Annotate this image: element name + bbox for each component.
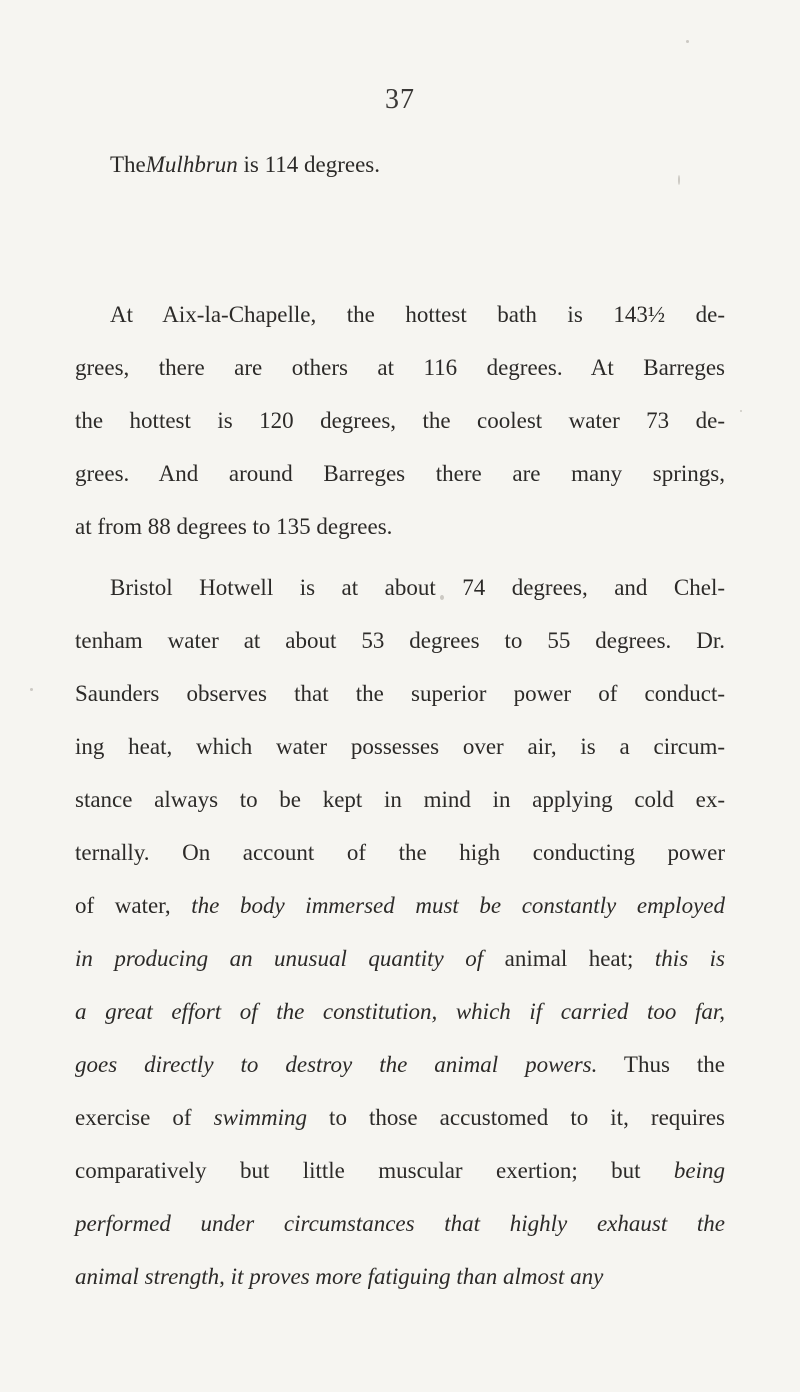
text-segment: to those accustomed to it, requires xyxy=(306,1105,725,1130)
text-line xyxy=(75,561,725,614)
italic-text-segment: this is xyxy=(654,946,725,971)
text-line xyxy=(75,773,725,826)
paper-speck xyxy=(740,410,742,412)
text-segment: the hottest is 120 degrees, the coolest water 73 de- xyxy=(75,408,725,433)
text-segment: Saunders observes that the superior power of conduct- xyxy=(75,681,725,706)
italic-text-segment: animal strength, it proves more fatiguing than almost any xyxy=(75,1264,604,1289)
italic-text-segment: Mulhbrun xyxy=(145,152,238,177)
text-line xyxy=(75,394,725,447)
text-segment: Bristol Hotwell is at about 74 degrees, and Chel- xyxy=(110,575,725,600)
text-line xyxy=(75,667,725,720)
text-line xyxy=(75,341,725,394)
text-line xyxy=(75,614,725,667)
paper-speck xyxy=(678,175,680,185)
text-line xyxy=(75,1091,725,1144)
text-segment: The xyxy=(110,152,146,177)
text-segment: grees, there are others at 116 degrees. At Barreges xyxy=(75,355,725,380)
text-segment: at from 88 degrees to 135 degrees. xyxy=(75,514,393,539)
paper-speck xyxy=(30,688,33,691)
paragraph-bristol-hotwell xyxy=(75,561,725,1303)
text-line xyxy=(75,720,725,773)
text-segment: is 114 degrees. xyxy=(237,152,380,177)
text-segment: At Aix-la-Chapelle, the hottest bath is 143½ de- xyxy=(110,302,725,327)
text-line xyxy=(75,1250,725,1303)
text-segment: animal heat; xyxy=(483,946,655,971)
italic-text-segment: in producing an unusual quantity of xyxy=(75,946,484,971)
paragraph-aix-la-chapelle xyxy=(75,288,725,553)
text-segment: ternally. On account of the high conducting power xyxy=(75,840,725,865)
italic-text-segment: goes directly to destroy the animal powers. xyxy=(75,1052,598,1077)
italic-text-segment: being xyxy=(673,1158,725,1183)
paper-speck xyxy=(440,595,444,600)
text-segment: grees. And around Barreges there are many springs, xyxy=(75,461,725,486)
italic-text-segment: a great effort of the constitution, which if carried too far, xyxy=(75,999,725,1024)
text-line xyxy=(75,1197,725,1250)
text-line xyxy=(75,932,725,985)
italic-text-segment: the body immersed must be constantly employed xyxy=(191,893,725,918)
paper-speck xyxy=(612,640,615,643)
text-segment: stance always to be kept in mind in applying cold ex- xyxy=(75,787,725,812)
page-number: 37 xyxy=(385,84,415,115)
text-segment: tenham water at about 53 degrees to 55 degrees. Dr. xyxy=(75,628,725,653)
text-segment: Thus the xyxy=(597,1052,725,1077)
text-segment: of water, xyxy=(75,893,192,918)
text-line xyxy=(75,447,725,500)
text-line xyxy=(75,879,725,932)
italic-text-segment: performed under circumstances that highly exhaust the xyxy=(75,1211,725,1236)
paragraph-mulhbrun xyxy=(110,138,760,191)
text-line xyxy=(110,138,760,191)
text-segment: ing heat, which water possesses over air, is a circum- xyxy=(75,734,725,759)
text-line xyxy=(75,1038,725,1091)
text-segment: exercise of xyxy=(75,1105,214,1130)
text-segment: comparatively but little muscular exertion; but xyxy=(75,1158,674,1183)
text-line xyxy=(75,500,725,553)
text-line xyxy=(75,288,725,341)
italic-text-segment: swimming xyxy=(213,1105,307,1130)
text-line xyxy=(75,1144,725,1197)
paper-speck xyxy=(686,40,689,43)
text-line xyxy=(75,826,725,879)
text-line xyxy=(75,985,725,1038)
